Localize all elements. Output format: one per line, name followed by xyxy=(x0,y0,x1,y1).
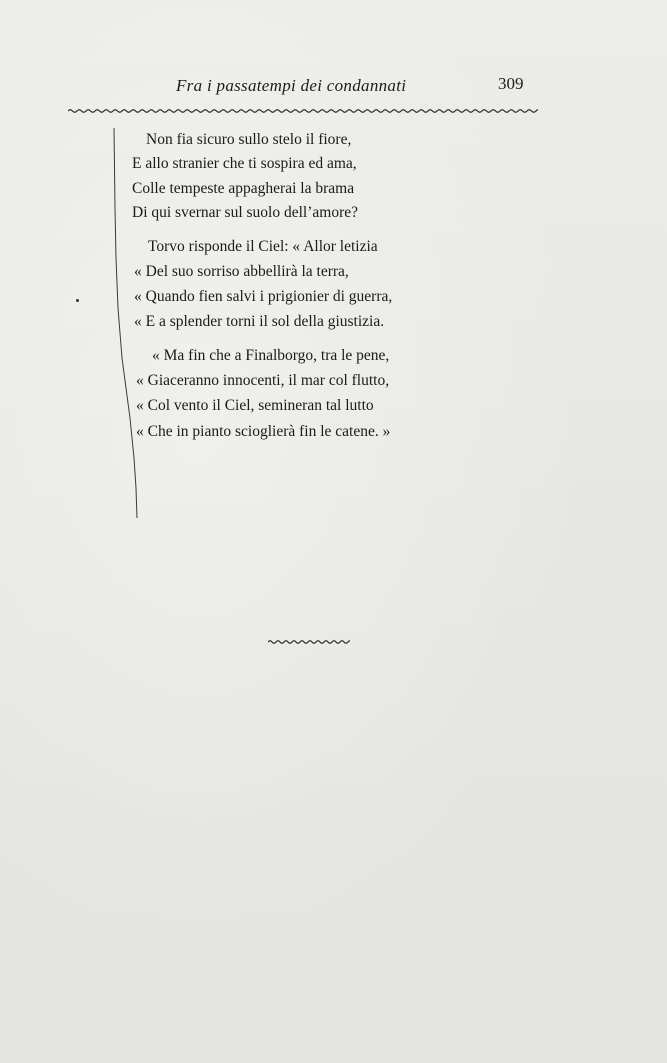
verse-line: « E a splender torni il sol della giustizia. xyxy=(134,313,385,330)
verse-line: « Ma fin che a Finalborgo, tra le pene, xyxy=(152,347,390,364)
running-title: Fra i passatempi dei condannati xyxy=(176,76,407,95)
verse-line: « Che in pianto scioglierà fin le catene. » xyxy=(136,423,391,440)
verse-line: Di qui svernar sul suolo dell’amore? xyxy=(132,204,358,221)
verse-line: Non fia sicuro sullo stelo il fiore, xyxy=(146,131,352,148)
verse-line: Colle tempeste appagherai la brama xyxy=(132,180,355,197)
verse-line: Torvo risponde il Ciel: « Allor letizia xyxy=(148,238,378,255)
ink-speck xyxy=(76,299,79,302)
verse-line: « Giaceranno innocenti, il mar col flutto, xyxy=(136,372,390,389)
header-wavy-rule xyxy=(68,104,538,118)
page-number: 309 xyxy=(498,74,524,93)
verse-line: « Del suo sorriso abbellirà la terra, xyxy=(134,263,349,280)
verse-line: « Quando fien salvi i prigionier di guerra, xyxy=(134,288,393,305)
closing-wavy-ornament xyxy=(268,636,350,648)
verse-line: « Col vento il Ciel, semineran tal lutto xyxy=(136,397,374,414)
verse-line: E allo stranier che ti sospira ed ama, xyxy=(132,155,357,172)
